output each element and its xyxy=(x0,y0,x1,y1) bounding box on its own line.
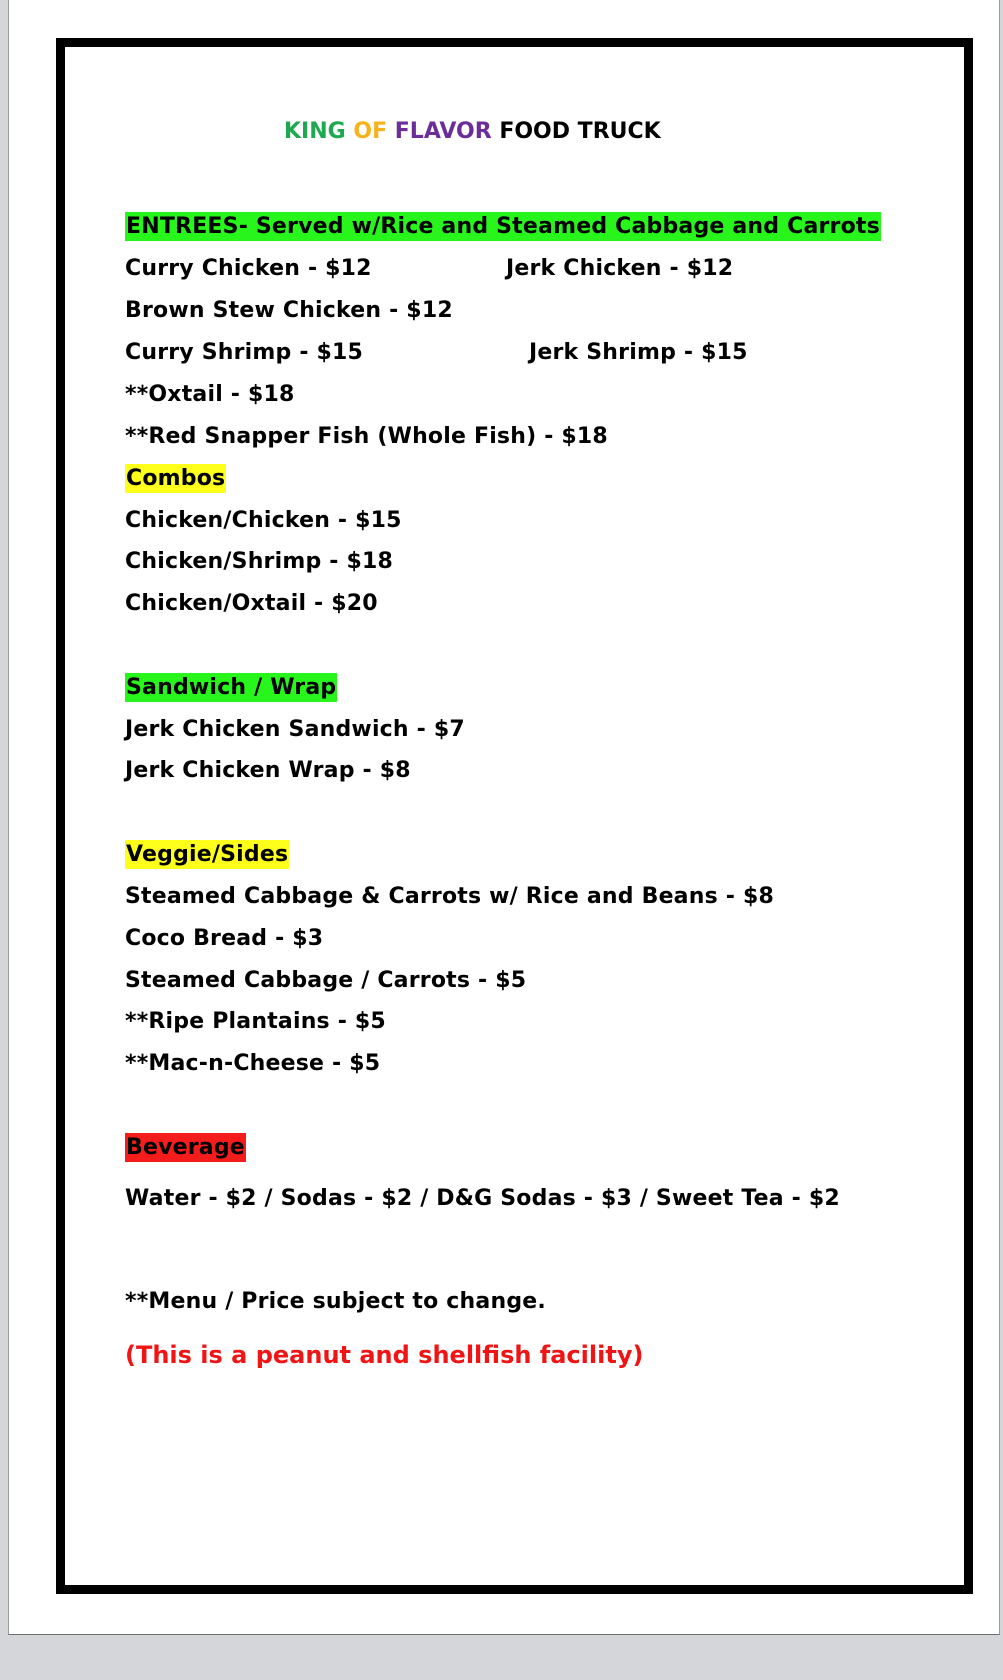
veggie-header xyxy=(125,842,289,868)
menu-item-side: **Ripe Plantains - $5 xyxy=(125,1009,386,1034)
document-page xyxy=(8,0,1000,1635)
entrees-header xyxy=(125,214,881,240)
menu-item-wrap: Jerk Chicken Wrap - $8 xyxy=(125,758,411,783)
price-change-note: **Menu / Price subject to change. xyxy=(125,1289,546,1314)
sandwich-header xyxy=(125,675,337,701)
menu-title xyxy=(284,118,661,146)
menu-item-oxtail: **Oxtail - $18 xyxy=(125,382,295,407)
beverage-header-label: Beverage xyxy=(126,1135,245,1160)
menu-item-side: Coco Bread - $3 xyxy=(125,926,324,951)
beverage-line: Water - $2 / Sodas - $2 / D&G Sodas - $3 / Sweet Tea - $2 xyxy=(125,1186,840,1211)
sandwich-header-label: Sandwich / Wrap xyxy=(126,675,337,700)
beverage-header xyxy=(125,1135,246,1161)
menu-item-combo: Chicken/Oxtail - $20 xyxy=(125,591,378,616)
entrees-header-label: ENTREES- Served w/Rice and Steamed Cabbage and Carrots xyxy=(126,214,880,239)
menu-item-jerk-shrimp: Jerk Shrimp - $15 xyxy=(529,340,748,365)
title-word-food-truck: FOOD TRUCK xyxy=(499,119,661,144)
combos-header-label: Combos xyxy=(126,466,226,491)
menu-item-curry-shrimp: Curry Shrimp - $15 xyxy=(125,340,364,365)
combos-header xyxy=(125,466,226,492)
menu-item-combo: Chicken/Shrimp - $18 xyxy=(125,549,393,574)
veggie-header-label: Veggie/Sides xyxy=(126,842,289,867)
menu-item-combo: Chicken/Chicken - $15 xyxy=(125,508,402,533)
title-word-flavor: FLAVOR xyxy=(394,119,492,144)
menu-item-jerk-chicken: Jerk Chicken - $12 xyxy=(506,256,734,281)
menu-item-red-snapper: **Red Snapper Fish (Whole Fish) - $18 xyxy=(125,424,608,449)
menu-item-side: **Mac-n-Cheese - $5 xyxy=(125,1051,381,1076)
menu-item-brown-stew-chicken: Brown Stew Chicken - $12 xyxy=(125,298,453,323)
menu-item-side: Steamed Cabbage & Carrots w/ Rice and Beans - $8 xyxy=(125,884,774,909)
allergy-warning: (This is a peanut and shellfish facility) xyxy=(125,1341,644,1369)
menu-item-side: Steamed Cabbage / Carrots - $5 xyxy=(125,968,527,993)
title-word-of: OF xyxy=(353,119,388,144)
menu-item-curry-chicken: Curry Chicken - $12 xyxy=(125,256,372,281)
menu-item-sandwich: Jerk Chicken Sandwich - $7 xyxy=(125,717,465,742)
title-word-king: KING xyxy=(284,119,346,144)
